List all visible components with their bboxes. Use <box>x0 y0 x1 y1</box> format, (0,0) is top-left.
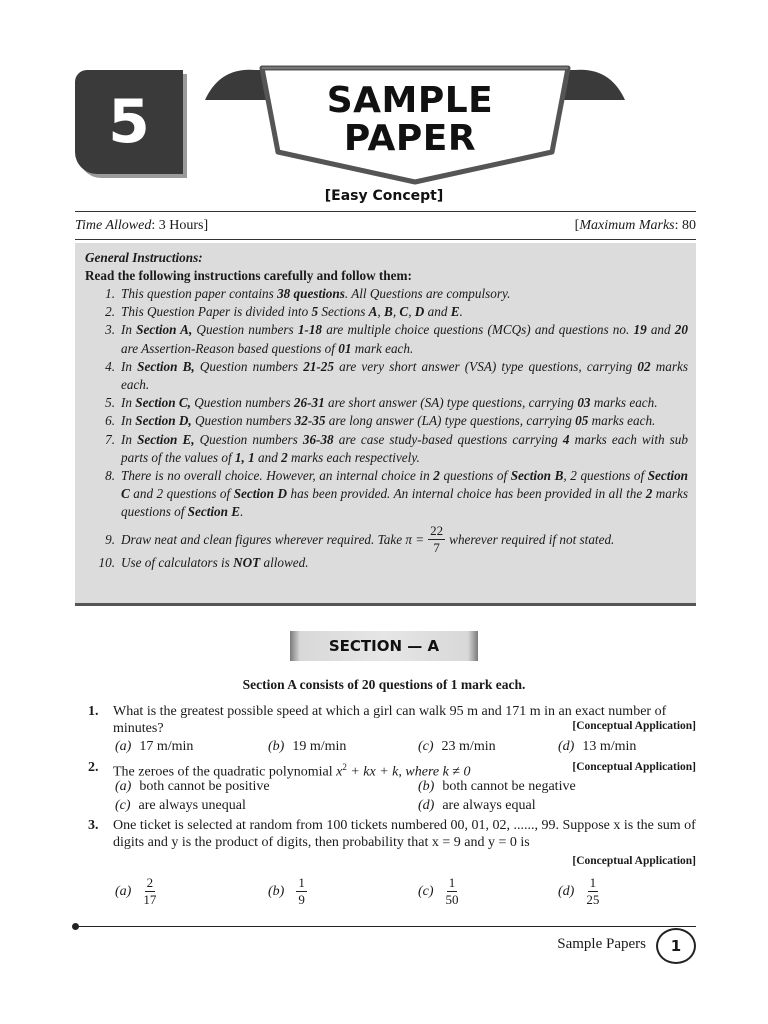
instruction-bold: 01 <box>338 340 352 356</box>
option-fraction <box>296 875 307 908</box>
paper-number-badge <box>75 70 183 174</box>
meta-divider <box>75 239 696 240</box>
instruction-text: . <box>240 504 244 520</box>
instruction-text: are Assertion-Reason based questions of <box>121 340 339 356</box>
instruction-bold: 36-38 <box>302 431 334 447</box>
instruction-text: Draw neat and clean figures wherever required. Take π = <box>121 531 425 547</box>
fraction-numerator: 1 <box>298 875 305 890</box>
instruction-item <box>85 412 688 430</box>
instruction-text: Question numbers <box>192 322 298 338</box>
instruction-bold: 2 <box>645 486 653 502</box>
instruction-number: 3. <box>105 322 115 338</box>
question-tag: [Conceptual Application] <box>572 720 696 732</box>
question-number: 3. <box>88 818 99 833</box>
instruction-item <box>85 285 688 303</box>
instruction-item <box>85 394 688 412</box>
instruction-bold: Section D, <box>135 413 192 429</box>
time-value: : 3 Hours] <box>151 218 209 233</box>
question-text-part: The zeroes of the quadratic polynomial <box>113 764 337 780</box>
pi-fraction <box>428 523 445 556</box>
time-allowed <box>75 218 208 234</box>
instruction-bold: 4 <box>562 431 570 447</box>
instructions-heading: General Instructions: <box>85 250 203 265</box>
option-c <box>418 738 496 755</box>
option-text: 17 m/min <box>139 739 194 754</box>
option-a <box>115 778 270 795</box>
instruction-text: marks questions of <box>121 486 689 520</box>
instruction-text: This Question Paper is divided into <box>121 304 312 320</box>
option-label: (a) <box>115 779 132 794</box>
marks-prefix: [ <box>574 218 580 233</box>
marks-value: : 80 <box>674 218 696 233</box>
math-variable: x <box>336 764 343 780</box>
instruction-bold: Section D <box>233 486 287 502</box>
instruction-number: 10. <box>98 554 115 570</box>
instruction-text: are long answer (LA) type questions, carrying <box>325 413 576 429</box>
instruction-text: are case study-based questions carrying <box>333 431 563 447</box>
title-line-2: PAPER <box>343 118 477 159</box>
option-b <box>268 738 346 755</box>
instruction-text: has been provided. An internal choice has been provided in all the <box>287 486 646 502</box>
instruction-bold: Section A, <box>136 322 193 338</box>
instruction-number: 6. <box>105 413 115 429</box>
instruction-text: Question numbers <box>194 431 303 447</box>
question-text: What is the greatest possible speed at which a girl can walk 95 m and 171 m in an exact number of minutes? <box>113 704 667 736</box>
instruction-bold: 02 <box>637 358 651 374</box>
option-text: are always unequal <box>138 798 246 813</box>
option-label: (d) <box>418 798 435 813</box>
option-fraction <box>446 875 459 908</box>
option-text: both cannot be positive <box>139 779 270 794</box>
instruction-text: This question paper contains <box>121 286 278 301</box>
instruction-bold: 32-35 <box>294 413 326 429</box>
instruction-text: and <box>646 322 675 338</box>
fraction-denominator: 50 <box>445 892 459 907</box>
question-tag: [Conceptual Application] <box>572 855 696 867</box>
section-heading <box>290 631 478 661</box>
instruction-bold: Section E, <box>137 431 195 447</box>
instruction-text: Use of calculators is <box>121 554 234 570</box>
instruction-item <box>85 303 688 321</box>
option-b <box>418 778 576 795</box>
instruction-bold: 19 <box>633 322 647 338</box>
option-a <box>115 875 160 908</box>
instruction-text: marks each. <box>588 413 656 429</box>
instruction-text: marks each. <box>590 395 658 411</box>
instruction-text: . All Questions are compulsory. <box>344 286 511 301</box>
instruction-text: In <box>121 322 137 338</box>
instruction-bold: Section C <box>121 468 689 502</box>
option-d <box>558 875 603 908</box>
instruction-text: Question numbers <box>194 358 304 374</box>
question-number: 2. <box>88 760 99 775</box>
option-c <box>418 875 463 908</box>
question-text-part: + kx + k, where k ≠ 0 <box>346 764 471 780</box>
paper-subtitle: [Easy Concept] <box>324 188 444 204</box>
option-text: 23 m/min <box>441 739 496 754</box>
instruction-bold: 1-18 <box>297 322 323 338</box>
maximum-marks <box>575 218 696 234</box>
instruction-number: 4. <box>105 358 115 374</box>
instruction-text: wherever required if not stated. <box>449 531 615 547</box>
instruction-text: In <box>121 395 136 411</box>
option-d <box>558 738 636 755</box>
instruction-item <box>85 522 688 558</box>
footer-divider <box>75 926 696 927</box>
instruction-text: There is no overall choice. However, an internal choice in <box>121 468 434 484</box>
option-label: (d) <box>558 739 575 754</box>
instruction-text: are multiple choice questions (MCQs) and questions no. <box>322 322 634 338</box>
instruction-bold: D <box>414 304 425 320</box>
instruction-text: marks each respectively. <box>287 449 420 465</box>
instruction-text: , <box>408 304 415 320</box>
option-text: 19 m/min <box>292 739 347 754</box>
top-divider <box>75 211 696 212</box>
option-fraction <box>143 875 156 908</box>
instruction-text: . <box>459 304 463 320</box>
paper-title <box>300 82 520 158</box>
instruction-number: 9. <box>105 531 115 547</box>
instruction-text: Sections <box>318 304 369 320</box>
title-line-1: SAMPLE <box>326 80 494 121</box>
instruction-bold: 21-25 <box>303 358 334 374</box>
instruction-number: 7. <box>105 431 115 447</box>
instruction-bold: 2 <box>281 449 288 465</box>
instruction-bold: 05 <box>575 413 589 429</box>
question-text: One ticket is selected at random from 100 tickets numbered 00, 01, 02, ......, 99. Suppose x is the sum of digits and y is the product of digits, then probability that x = 9 and y = 0 is <box>113 818 696 850</box>
instruction-text: and <box>424 304 451 320</box>
instruction-bold: NOT <box>233 554 261 570</box>
option-a <box>115 738 193 755</box>
instructions-read-line: Read the following instructions carefully and follow them: <box>85 268 412 283</box>
fraction-numerator: 22 <box>430 523 444 539</box>
option-label: (b) <box>268 884 285 899</box>
option-label: (c) <box>115 798 131 813</box>
instruction-text: , 2 questions of <box>563 468 648 484</box>
instruction-text: Question numbers <box>190 395 294 411</box>
instruction-number: 1. <box>105 286 115 301</box>
option-d <box>418 797 536 814</box>
fraction-denominator: 17 <box>143 892 157 907</box>
option-label: (c) <box>418 739 434 754</box>
section-title: SECTION — A <box>328 637 440 655</box>
option-text: both cannot be negative <box>442 779 576 794</box>
instruction-item <box>85 431 688 467</box>
question-3 <box>88 817 696 851</box>
footer-label: Sample Papers <box>557 936 646 952</box>
general-instructions <box>75 243 696 606</box>
instruction-item <box>85 554 688 572</box>
instruction-bold: 20 <box>674 322 688 338</box>
instruction-text: are very short answer (VSA) type questions, carrying <box>334 358 638 374</box>
instruction-bold: 38 questions <box>277 286 345 301</box>
instruction-bold: Section C, <box>135 395 191 411</box>
option-label: (a) <box>115 884 132 899</box>
instruction-number: 5. <box>105 395 115 411</box>
instruction-text: , <box>377 304 385 320</box>
instruction-bold: 1, 1 <box>234 449 255 465</box>
marks-label: Maximum Marks <box>579 218 675 233</box>
question-tag: [Conceptual Application] <box>572 761 696 773</box>
instruction-text: marks each. <box>121 358 688 393</box>
instruction-text: marks each with sub parts of the values of <box>121 431 688 465</box>
fraction-numerator: 2 <box>146 875 154 890</box>
instruction-bold: A <box>368 304 378 320</box>
option-label: (c) <box>418 884 434 899</box>
instruction-bold: 2 <box>433 468 440 484</box>
option-label: (b) <box>418 779 435 794</box>
option-label: (b) <box>268 739 285 754</box>
instruction-number: 8. <box>105 468 115 484</box>
fraction-denominator: 25 <box>586 892 600 907</box>
option-c <box>115 797 246 814</box>
instructions-list <box>85 285 688 522</box>
instruction-bold: C <box>399 304 409 320</box>
instruction-bold: 5 <box>311 304 319 320</box>
instruction-bold: Section E <box>187 504 241 520</box>
instruction-bold: 03 <box>577 395 591 411</box>
instruction-bold: E <box>450 304 460 320</box>
option-fraction <box>586 875 599 908</box>
instruction-bold: B <box>384 304 393 320</box>
section-description: Section A consists of 20 questions of 1 mark each. <box>242 677 526 692</box>
instruction-bold: 26-31 <box>293 395 325 411</box>
option-label: (a) <box>115 739 132 754</box>
instruction-text: and <box>254 449 282 465</box>
page-number: 1 <box>656 928 696 964</box>
fraction-denominator: 7 <box>433 540 440 556</box>
instruction-text: questions of <box>439 468 511 484</box>
option-label: (d) <box>558 884 575 899</box>
instruction-item <box>85 321 688 357</box>
instruction-text: Question numbers <box>191 413 295 429</box>
instruction-text: and 2 questions of <box>129 486 234 502</box>
instruction-bold: Section B <box>510 468 564 484</box>
instruction-text: , <box>392 304 400 320</box>
time-label: Time Allowed <box>75 218 152 233</box>
instruction-text: In <box>121 431 138 447</box>
instruction-text: In <box>121 358 138 374</box>
paper-number: 5 <box>108 87 150 157</box>
fraction-numerator: 1 <box>448 875 456 890</box>
instruction-text: In <box>121 413 136 429</box>
instruction-text: are short answer (SA) type questions, carrying <box>324 395 578 411</box>
option-b <box>268 875 311 908</box>
option-text: are always equal <box>442 798 536 813</box>
instruction-number: 2. <box>105 304 115 320</box>
instruction-item <box>85 467 688 522</box>
question-number: 1. <box>88 704 99 719</box>
math-exponent: 2 <box>342 762 347 772</box>
fraction-denominator: 9 <box>298 892 305 907</box>
instruction-text: allowed. <box>260 554 309 570</box>
instruction-item <box>85 358 688 394</box>
option-text: 13 m/min <box>582 739 637 754</box>
instruction-bold: Section B, <box>137 358 195 374</box>
fraction-numerator: 1 <box>589 875 597 890</box>
instruction-text: mark each. <box>351 340 414 356</box>
